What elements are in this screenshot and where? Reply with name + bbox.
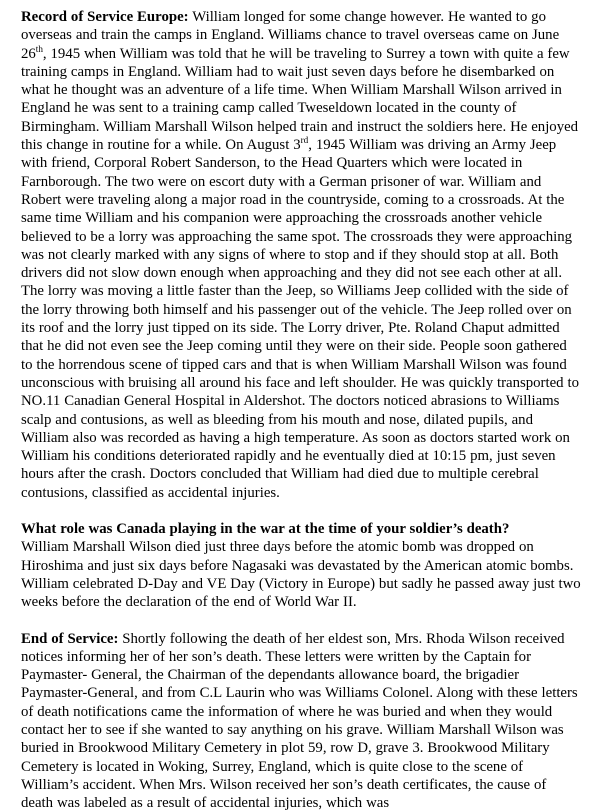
body-text: , 1945 when William was told that he will be traveling to Surrey a town with quite a few training camps in England. William had to wait just seven days before he disembarked on what he thought was an adventure of a life time. When William Marshall Wilson arrived in England he was sent to a training camp called Tweseldown located in the county of Birmingham. William Marshall Wilson helped train and instruct the soldiers here. He enjoyed this change in routine for a while. On August 3 [21,45,579,154]
paragraph-canada-role-question [21,520,581,611]
body-text: William longed for some change however. He wanted to go overseas and train the camps in England. Williams chance to travel overseas came on June 26 [21,9,560,62]
body-text: , 1945 William was driving an Army Jeep with friend, Corporal Robert Sanderson, to the Head Quarters which were located in Farnborough. The two were on escort duty with a German prisoner of war. William and Robert were traveling along a major road in the countryside, coming to a crossroads. At the same time William and his companion were approaching the crossroads another vehicle believed to be a lorry was approaching the same spot. The crossroads they were approaching was not clearly marked with any signs of where to stop and if they should stop at all. Both drivers did not slow down enough when approaching and they did not see each other at all. The lorry was moving a little faster than the Jeep, so Williams Jeep collided with the side of the lorry throwing both himself and his passenger out of the vehicle. The Jeep rolled over on its roof and the lorry just tipped on its side. The Lorry driver, Pte. Roland Chaput admitted that he did not even see the Jeep coming until they were on their side. People soon gathered to the horrendous scene of tipped cars and that is when William Marshall Wilson was found unconscious with bruising all around his face and left shoulder. He was quickly transported to NO.11 Canadian General Hospital in Aldershot. The doctors noticed abrasions to Williams scalp and contusions, as well as bleeding from his mouth and nose, dilated pupils, and William also was recorded as having a high temperature. As soon as doctors started work on William his conditions deteriorated rapidly and he eventually died at 10:15 pm, just seven hours after the crash. Doctors concluded that William had died due to multiple cerebral contusions, classified as accidental injuries. [21,137,579,501]
body-text: Shortly following the death of her eldest son, Mrs. Rhoda Wilson received notices informing her of her son’s death. These letters were written by the Captain for Paymaster- General, the Chairman of the dependants allowance board, the brigadier Paymaster-General, and from C.L Laurin who was Williams Colonel. Along with these letters of death notifications came the information of where he was buried and when they would contact her to see if she wanted to say anything on his grave. William Marshall Wilson was buried in Brookwood Military Cemetery in plot 59, row D, grave 3. Brookwood Military Cemetery is located in Woking, Surrey, England, which is quite close to the scene of William’s accident. When Mrs. Wilson received her son’s death certificates, the cause of death was labeled as a result of accidental injuries, which was [21,630,578,812]
document-body [21,8,581,812]
bold-lead-in: Record of Service Europe: [21,9,189,25]
paragraph-record-of-service-europe [21,8,581,502]
superscript-ordinal: rd [300,135,309,146]
paragraph-end-of-service [21,630,581,812]
body-text: William Marshall Wilson died just three days before the atomic bomb was dropped on Hiroshima and just six days before Nagasaki was devastated by the American atomic bombs. William celebrated D-Day and VE Day (Victory in Europe) but sadly he passed away just two weeks before the declaration of the end of World War II. [21,539,581,611]
superscript-ordinal: th [35,43,43,54]
bold-lead-in: What role was Canada playing in the war at the time of your soldier’s death? [21,521,510,538]
bold-lead-in: End of Service: [21,630,119,647]
